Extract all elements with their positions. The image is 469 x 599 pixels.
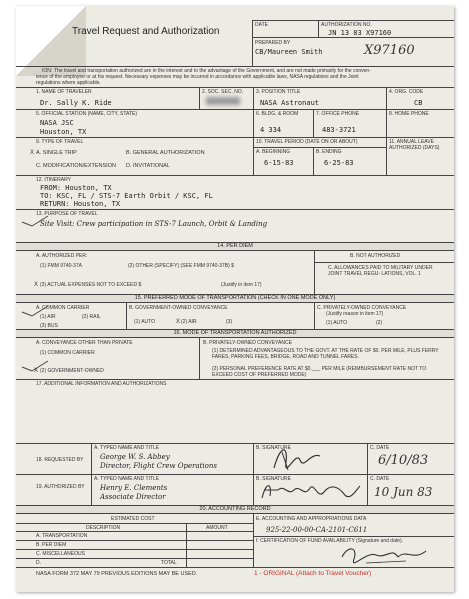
redacted-ssn — [206, 97, 240, 105]
prepared-by-value: CB/Maureen Smith — [255, 48, 323, 56]
authorized-date: 10 Jun 83 — [374, 485, 433, 499]
check-mark-common-carrier — [20, 304, 50, 318]
purpose-of-travel: Site Visit: Crew participation in STS-7 Launch, Orbit & Landing — [40, 220, 268, 228]
org-code: CB — [414, 99, 423, 107]
requested-date: 6/10/83 — [378, 453, 429, 468]
conveyance-other-label: A. CONVEYANCE OTHER THAN PRIVATE — [36, 340, 133, 346]
section-14-header: 14. PER DIEM — [16, 242, 454, 251]
amount-header: AMOUNT — [206, 525, 228, 531]
travel-form-paper — [16, 6, 454, 592]
field-6-label: 6. BLDG. & ROOM — [256, 111, 299, 117]
copy-designation: 1 - ORIGINAL (Attach to Travel Voucher) — [254, 570, 372, 577]
authorization-no-stamp: JN 13 83 X97160 — [328, 29, 392, 37]
field-9-label: 9. TYPE OF TRAVEL — [36, 139, 84, 145]
authorization-no-handwritten: X97160 — [364, 43, 415, 58]
requested-signature-label: B. SIGNATURE — [256, 445, 291, 451]
cost-transportation: A. TRANSPORTATION — [36, 533, 88, 539]
privately-owned-preference: (2) PERSONAL PREFERENCE RATE AT $0.___ PER MILE (REIMBURSEMENT RATE NOT TO EXCEED COST OF PREFERRED MODE) — [212, 366, 427, 378]
ending-label: B. ENDING — [316, 149, 342, 155]
field-12-label: 12. ITINERARY — [36, 177, 71, 183]
beginning-label: A. BEGINNING — [256, 149, 291, 155]
field-11-label: 11. ANNUAL LEAVE AUTHORIZED (DAYS) — [389, 139, 440, 151]
requested-signature — [266, 442, 326, 472]
itinerary-from: FROM: Houston, TX — [40, 184, 112, 192]
description-header: DESCRIPTION — [86, 525, 121, 531]
common-carrier-air: (1) AIR — [40, 314, 56, 320]
field-18-label: 18. REQUESTED BY — [36, 457, 84, 463]
official-station-1: NASA JSC — [40, 119, 74, 127]
checkbox-govt-air-checked: X — [176, 319, 181, 325]
cost-per-diem: B. PER DIEM — [36, 542, 67, 548]
traveler-name: Dr. Sally K. Ride — [40, 99, 112, 107]
estimated-cost-label: ESTIMATED COST — [111, 516, 155, 522]
authorized-name: Henry E. Clements — [100, 484, 168, 492]
common-carrier-label: A. COMMON CARRIER — [36, 305, 90, 311]
field-19-label: 19. AUTHORIZED BY — [36, 484, 85, 490]
field-1-label: 1. NAME OF TRAVELER — [36, 89, 92, 95]
field-10-label: 10. TRAVEL PERIOD (DATE ON OR ABOUT) — [256, 139, 358, 145]
requested-title: Director, Flight Crew Operations — [100, 462, 217, 470]
checkbox-govt-owned-checked: X — [34, 368, 39, 374]
mode-common-carrier: (1) COMMON CARRIER — [40, 350, 95, 356]
field-2-label: 2. SOC. SEC. NO. — [202, 89, 244, 95]
prepared-by-label: PREPARED BY — [255, 40, 291, 46]
check-mark-purpose — [20, 214, 50, 228]
private-conveyance-note: (Justify reason in item 17) — [326, 311, 384, 317]
itinerary-return: RETURN: Houston, TX — [40, 200, 121, 208]
travel-type-invitational: D. INVITATIONAL — [126, 163, 170, 169]
field-3-label: 3. POSITION TITLE — [256, 89, 301, 95]
govt-conveyance-label: B. GOVERNMENT-OWNED CONVEYANCE — [129, 305, 228, 311]
authorization-no-label: AUTHORIZATION NO. — [321, 22, 372, 28]
per-diem-fmm: (1) FMM 9740-37A — [40, 263, 82, 269]
requested-name: George W. S. Abbey — [100, 453, 170, 461]
cost-miscellaneous: C. MISCELLANEOUS — [36, 551, 85, 557]
section-16-header: 16. MODE OF TRANSPORTATION AUTHORIZED — [16, 329, 454, 338]
field-8-label: 8. HOME PHONE — [389, 111, 429, 117]
accounting-data-value: 925-22-00-00-CA-2101-C611 — [266, 526, 368, 534]
per-diem-actual: (3) ACTUAL EXPENSES NOT TO EXCEED $ — [40, 282, 142, 288]
private-conveyance-label: C. PRIVATELY-OWNED CONVEYANCE — [317, 305, 407, 311]
field-17-label: 17. ADDITIONAL INFORMATION AND AUTHORIZATIONS — [36, 381, 167, 387]
form-number: NASA FORM 372 MAY 79 PREVIOUS EDITIONS MAY BE USED. — [36, 571, 198, 577]
date-label: DATE — [255, 22, 268, 28]
check-mark-govt-owned — [20, 359, 50, 373]
per-diem-other: (2) OTHER (SPECIFY) (SEE FMM 9740-37B) $ — [128, 263, 234, 269]
authorized-signature-label: B. SIGNATURE — [256, 476, 291, 482]
form-title: Travel Request and Authorization — [72, 26, 220, 37]
official-station-2: Houston, TX — [40, 128, 87, 136]
per-diem-military: C. ALLOWANCES PAID TO MILITARY UNDER JOINT TRAVEL REGU- LATIONS, VOL. 1 — [328, 265, 433, 277]
cost-d: D. — [36, 560, 41, 566]
fund-certification-signature — [336, 541, 436, 567]
govt-auto: (1) AUTO — [134, 319, 156, 325]
requested-date-label: C. DATE — [370, 445, 390, 451]
cost-total-label: TOTAL — [161, 560, 177, 566]
authorized-title: Associate Director — [100, 493, 166, 501]
section-15-header: 15. PREFERRED MODE OF TRANSPORTATION (CHECK IN ONE MODE ONLY) — [16, 294, 454, 303]
field-7-label: 7. OFFICE PHONE — [316, 111, 360, 117]
private-auto: (1) AUTO — [326, 320, 348, 326]
office-phone: 483-3721 — [322, 126, 356, 134]
ending-date: 6-25-83 — [324, 159, 354, 167]
travel-type-modification: C. MODIFICATION/EXTENSION — [36, 163, 116, 169]
bldg-room: 4 334 — [260, 126, 282, 134]
per-diem-actual-note: (Justify in item 17) — [221, 282, 262, 288]
per-diem-authorized: A. AUTHORIZED PER: — [36, 253, 88, 259]
privately-owned-advantageous: (1) DETERMINED ADVANTAGEOUS TO THE GOVT. AT THE RATE OF $0. PER MILE, PLUS FERRY FARES, PARKING FEES, BRIDGE, ROAD AND TUNNEL FARES. — [212, 348, 439, 360]
requested-typed-label: A. TYPED NAME AND TITLE — [94, 445, 160, 451]
notice-prefix: ION: — [42, 68, 53, 74]
position-title: NASA Astronaut — [260, 99, 320, 107]
beginning-date: 6-15-83 — [264, 159, 294, 167]
section-20-header: 20. ACCOUNTING RECORD — [16, 505, 454, 514]
checkbox-single-trip-checked: X — [30, 150, 35, 156]
per-diem-not-authorized: B. NOT AUTHORIZED — [350, 253, 401, 259]
field-5-label: 5. OFFICIAL STATION (NAME, CITY, STATE) — [36, 111, 138, 117]
itinerary-to: TO: KSC, FL / STS-7 Earth Orbit / KSC, FL — [40, 192, 213, 200]
authorized-typed-label: A. TYPED NAME AND TITLE — [94, 476, 160, 482]
field-4-label: 4. ORG. CODE — [389, 89, 424, 95]
checkbox-actual-expenses-checked: X — [34, 282, 39, 288]
private-other: (2) — [376, 320, 383, 326]
authorized-signature — [258, 478, 364, 504]
mode-govt-owned: (2) GOVERNMENT-OWNED — [40, 368, 104, 374]
accounting-data-label: E. ACCOUNTING AND APPROPRIATIONS DATA — [256, 516, 367, 522]
field-13-label: 13. PURPOSE OF TRAVEL — [36, 211, 98, 217]
privately-owned-label: B. PRIVATELY-OWNED CONVEYANCE — [203, 340, 292, 346]
notice-line-2: ience of the employee or at his request. Necessary expenses may be incurred in accordance with applicable laws, NASA regulations and the Joint — [36, 74, 359, 80]
fund-certification-label: f. CERTIFICATION OF FUND AVAILABILITY (Signature and date). — [256, 538, 404, 544]
common-carrier-bus: (3) BUS — [40, 323, 58, 329]
govt-other: (3) — [226, 319, 233, 325]
common-carrier-rail: (2) RAIL — [82, 314, 101, 320]
travel-type-general: B. GENERAL AUTHORIZATION — [126, 150, 205, 156]
govt-air: (2) AIR — [181, 319, 197, 325]
notice-line-1: The travel and transportation authorized are in the interest and to the advantage of the Government, and are not made primarily for the conven- — [54, 68, 371, 74]
authorized-date-label: C. DATE — [370, 476, 390, 482]
notice-line-3: regulations where applicable. — [36, 80, 101, 86]
travel-type-single: A. SINGLE TRIP — [36, 150, 77, 156]
